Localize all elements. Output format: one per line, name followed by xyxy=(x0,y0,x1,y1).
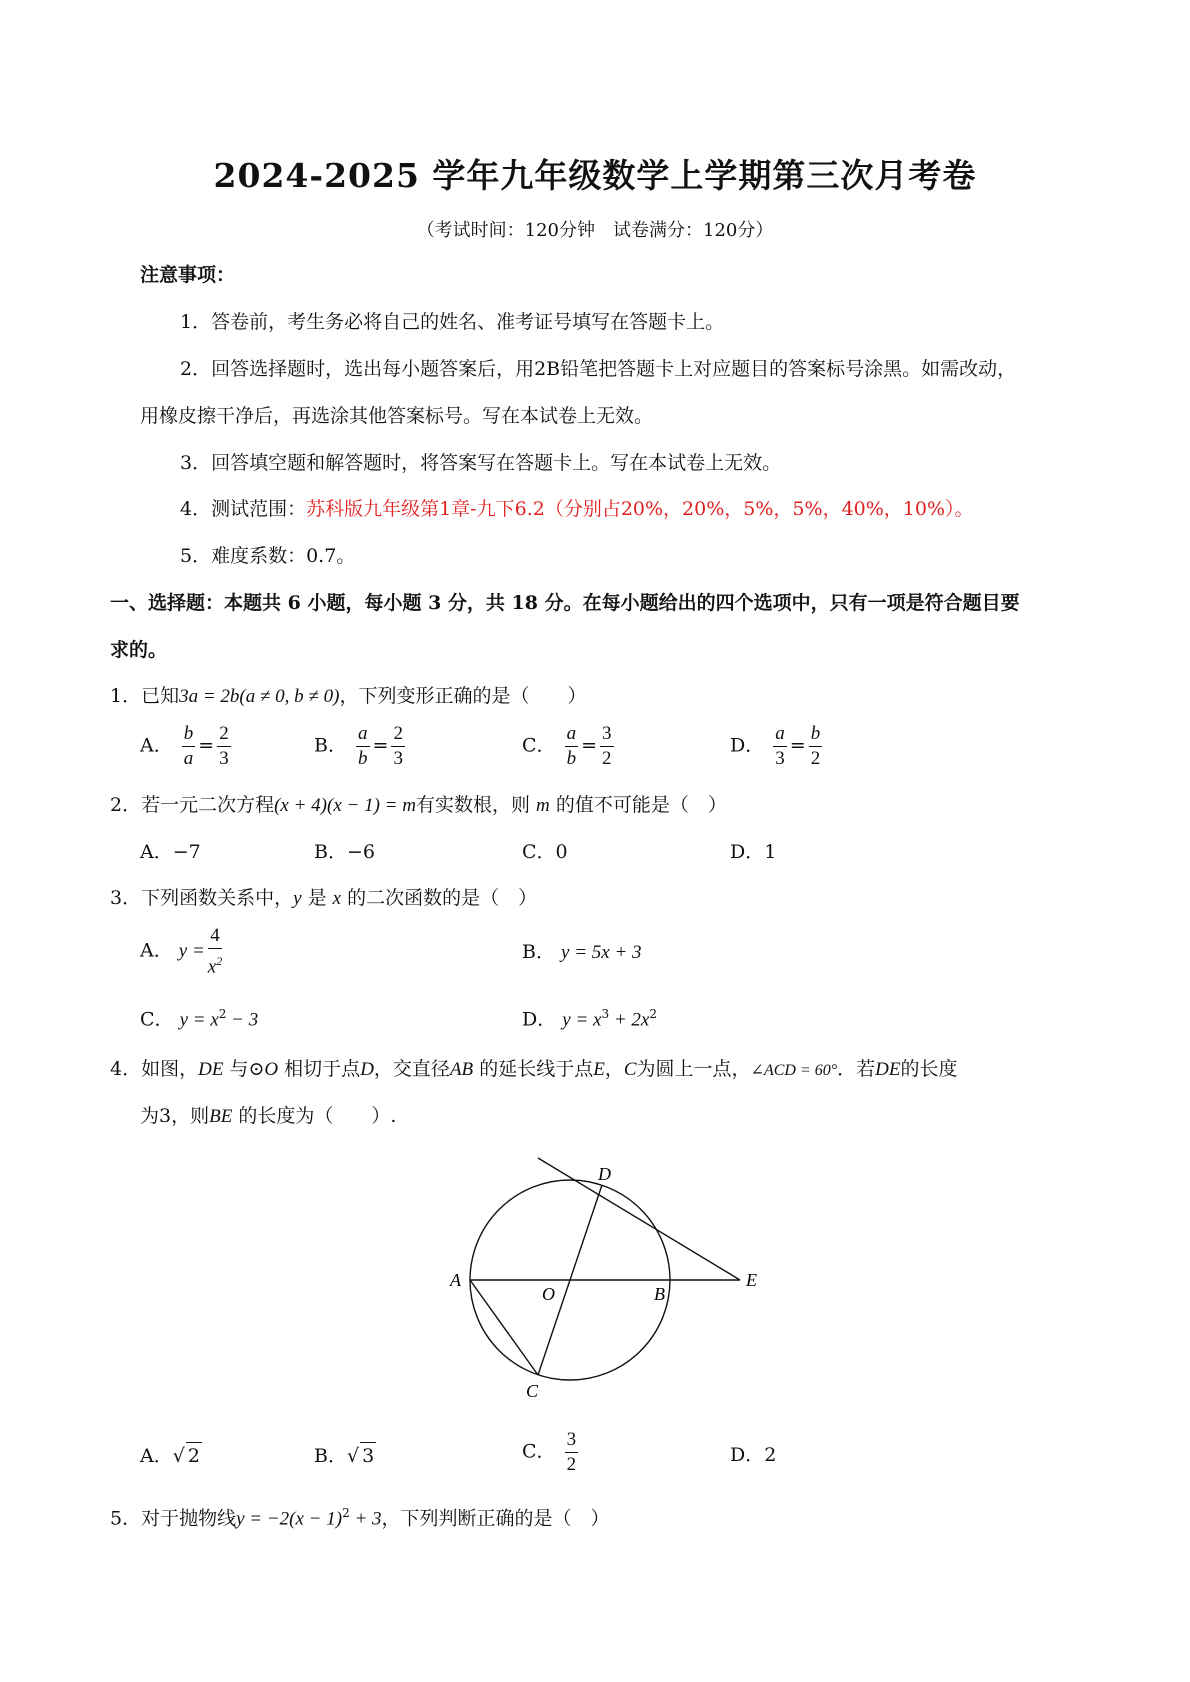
note-4-prefix: 4．测试范围： xyxy=(180,498,307,520)
q3-option-b[interactable] xyxy=(522,939,642,966)
section-heading-cont: 求的。 xyxy=(110,639,168,661)
q4-option-b-label: B． xyxy=(314,1445,347,1467)
q3-var-x: x xyxy=(332,888,342,909)
note-2: 2．回答选择题时，选出每小题答案后，用2B铅笔把答题卡上对应题目的答案标号涂黑。如需改动， xyxy=(180,358,1017,380)
tangent-de xyxy=(538,1158,740,1280)
q4-option-a[interactable]: A．√ 2 xyxy=(140,1442,202,1469)
q1-a-rden: 3 xyxy=(219,748,229,769)
q4-option-c-label: C． xyxy=(522,1440,556,1463)
q4-figure xyxy=(420,1150,780,1400)
q4-option-d-text: 2 xyxy=(764,1444,777,1466)
q4-text-e: 的延长线于点 xyxy=(479,1058,594,1080)
q1-option-d-label: D． xyxy=(730,734,765,757)
q1-d-den: 3 xyxy=(775,748,785,769)
question-1 xyxy=(110,683,586,710)
q5-number: 5．对于抛物线 xyxy=(110,1507,237,1530)
q4-text-g: 为圆上一点， xyxy=(636,1058,751,1080)
q3-option-d[interactable] xyxy=(522,1001,657,1033)
line-ac xyxy=(470,1280,538,1375)
q2-option-d[interactable] xyxy=(730,839,776,865)
q1-c-num: a xyxy=(565,722,579,747)
q1-b-den: b xyxy=(358,748,368,769)
question-4 xyxy=(110,1056,958,1084)
q5-exp: 2 xyxy=(342,1506,350,1520)
q1-option-b-label: B． xyxy=(314,734,347,757)
q1-c-den: b xyxy=(566,748,577,769)
q1-text: ，下列变形正确的是（ ） xyxy=(339,685,587,707)
label-o: O xyxy=(542,1284,555,1304)
q1-option-a-label: A． xyxy=(140,734,173,757)
q3-a-den: x xyxy=(207,956,217,978)
q1-number: 1．已知 xyxy=(110,685,180,707)
label-d: D xyxy=(598,1164,611,1184)
q5-equation: y = −2(x − 1) xyxy=(236,1508,343,1530)
q2-option-c-text: 0 xyxy=(555,841,568,863)
q3-c-tail: − 3 xyxy=(226,1009,259,1031)
q1-c-rden: 2 xyxy=(602,748,612,769)
q3-option-c-label: C． xyxy=(140,1008,174,1031)
q3-text-mid: 是 xyxy=(307,887,327,909)
q4-O: O xyxy=(264,1059,279,1080)
label-c: C xyxy=(526,1381,539,1400)
q3-d-exp1: 3 xyxy=(601,1007,610,1021)
q2-option-a[interactable] xyxy=(140,839,201,865)
q3-a-lhs: y = xyxy=(178,940,205,962)
q3-c-exp: 2 xyxy=(218,1007,227,1021)
q1-d-rden: 2 xyxy=(810,748,821,769)
q4-BE: BE xyxy=(209,1106,233,1127)
q4-c-num: 3 xyxy=(565,1428,579,1453)
q3-var-y: y xyxy=(293,888,302,909)
q4-text-line2b: 的长度为（ ）. xyxy=(238,1105,397,1127)
q1-condition: 3a = 2b(a ≠ 0, b ≠ 0) xyxy=(179,686,340,707)
q3-option-b-label: B． xyxy=(522,941,555,963)
q1-b-rden: 3 xyxy=(393,748,403,769)
notes-heading: 注意事项： xyxy=(140,264,236,286)
q1-d-rnum: b xyxy=(809,722,823,747)
q2-text-mid: 有实数根，则 xyxy=(415,794,530,816)
question-3 xyxy=(110,885,537,912)
q3-option-d-label: D． xyxy=(522,1008,557,1031)
q4-DE: DE xyxy=(198,1059,224,1080)
q1-option-c-label: C． xyxy=(522,734,556,757)
q2-option-d-text: 1 xyxy=(764,841,777,863)
q3-number: 3．下列函数关系中， xyxy=(110,887,294,909)
q3-option-c[interactable] xyxy=(140,1001,258,1033)
q1-option-d[interactable]: D． $\frac{a}{3}$ = $\frac{b}{2}$ xyxy=(730,723,821,769)
q2-option-a-text: −7 xyxy=(172,841,201,863)
q4-text-b: 与⊙ xyxy=(229,1058,265,1080)
q4-text-a: 4．如图， xyxy=(110,1058,199,1080)
q2-option-b-label: B． xyxy=(314,841,347,863)
q5-text: ，下列判断正确的是（ ） xyxy=(381,1507,610,1530)
label-b: B xyxy=(654,1284,665,1304)
q3-option-a-label: A． xyxy=(140,939,173,962)
q4-option-b[interactable]: B．√ 3 xyxy=(314,1442,376,1469)
question-4-cont xyxy=(140,1103,396,1130)
q4-AB: AB xyxy=(449,1059,474,1080)
exam-info: （考试时间：120分钟 试卷满分：120分） xyxy=(416,220,774,241)
page-title: 2024-2025 学年九年级数学上学期第三次月考卷 xyxy=(213,156,977,195)
section-heading: 一、选择题：本题共 6 小题，每小题 3 分，共 18 分。在每小题给出的四个选项中，只有一项是符合题目要 xyxy=(110,592,1020,614)
q4-option-a-label: A． xyxy=(140,1445,173,1467)
q2-option-a-label: A． xyxy=(140,841,173,863)
q4-option-a-radicand: 2 xyxy=(186,1442,202,1469)
q3-option-a[interactable] xyxy=(140,924,225,979)
question-2 xyxy=(110,792,727,819)
q4-text-c: 相切于点 xyxy=(284,1058,361,1080)
q1-a-den: a xyxy=(183,748,194,769)
q4-c-den: 2 xyxy=(566,1454,577,1475)
q2-option-c[interactable] xyxy=(522,839,568,865)
q4-option-d[interactable] xyxy=(730,1442,776,1468)
q4-text-d: ，交直径 xyxy=(373,1058,450,1080)
q3-text: 的二次函数的是（ ） xyxy=(347,887,538,909)
q2-option-c-label: C． xyxy=(522,841,556,863)
q4-text-f: ， xyxy=(604,1058,624,1080)
q4-D: D xyxy=(360,1059,374,1080)
q4-option-d-label: D． xyxy=(730,1444,765,1466)
q3-d-expr: y = x xyxy=(562,1009,602,1031)
q4-option-c[interactable] xyxy=(522,1428,581,1477)
q3-c-expr: y = x xyxy=(179,1009,219,1031)
label-e: E xyxy=(746,1270,757,1290)
note-2-cont: 用橡皮擦干净后，再选涂其他答案标号。写在本试卷上无效。 xyxy=(140,405,654,427)
q2-equation: (x + 4)(x − 1) = m xyxy=(274,795,416,816)
q3-a-num: 4 xyxy=(208,924,222,949)
q4-E: E xyxy=(593,1059,605,1080)
label-a: A xyxy=(450,1270,461,1290)
note-3: 3．回答填空题和解答题时，将答案写在答题卡上。写在本试卷上无效。 xyxy=(180,452,782,474)
q4-text-line2a: 为3，则 xyxy=(140,1105,210,1127)
q1-a-num: b xyxy=(182,722,196,747)
q4-C: C xyxy=(623,1059,637,1080)
note-4-scope: 苏科版九年级第1章-九下6.2（分别占20%，20%，5%，5%，40%，10%）。 xyxy=(306,498,974,520)
q4-text-i: 的长度 xyxy=(900,1058,958,1080)
question-5 xyxy=(110,1500,610,1532)
q1-option-b[interactable]: B． $\frac{a}{b}$ = $\frac{2}{3}$ xyxy=(314,723,403,769)
note-4 xyxy=(180,496,974,522)
q2-option-b[interactable] xyxy=(314,839,375,865)
note-5: 5．难度系数：0.7。 xyxy=(180,545,356,567)
q2-text: 的值不可能是（ ） xyxy=(555,794,727,816)
q1-b-num: a xyxy=(356,722,370,747)
q2-variable-m: m xyxy=(536,795,550,816)
q3-a-exp: 2 xyxy=(216,954,223,968)
q4-angle: ∠ACD = 60° xyxy=(750,1062,838,1079)
q2-option-b-text: −6 xyxy=(346,841,375,863)
q1-a-rnum: 2 xyxy=(217,722,231,747)
q2-number: 2．若一元二次方程 xyxy=(110,794,275,816)
q4-option-b-radicand: 3 xyxy=(360,1442,376,1469)
note-1: 1．答卷前，考生务必将自己的姓名、准考证号填写在答题卡上。 xyxy=(180,311,725,333)
q4-text-h: ．若 xyxy=(837,1058,876,1080)
q1-d-num: a xyxy=(773,722,787,747)
q1-option-c[interactable]: C． $\frac{a}{b}$ = $\frac{3}{2}$ xyxy=(522,723,612,769)
q5-eq-tail: + 3 xyxy=(349,1508,382,1530)
q1-b-rnum: 2 xyxy=(391,722,405,747)
q1-option-a[interactable]: A． $\frac{b}{a}$ = $\frac{2}{3}$ xyxy=(140,723,229,769)
q4-DE-2: DE xyxy=(875,1059,901,1080)
q2-option-d-label: D． xyxy=(730,841,765,863)
q1-c-rnum: 3 xyxy=(600,722,614,747)
q3-b-expr: y = 5x + 3 xyxy=(561,942,642,963)
q3-d-mid: + 2x xyxy=(609,1009,650,1031)
q3-d-exp2: 2 xyxy=(649,1007,658,1021)
